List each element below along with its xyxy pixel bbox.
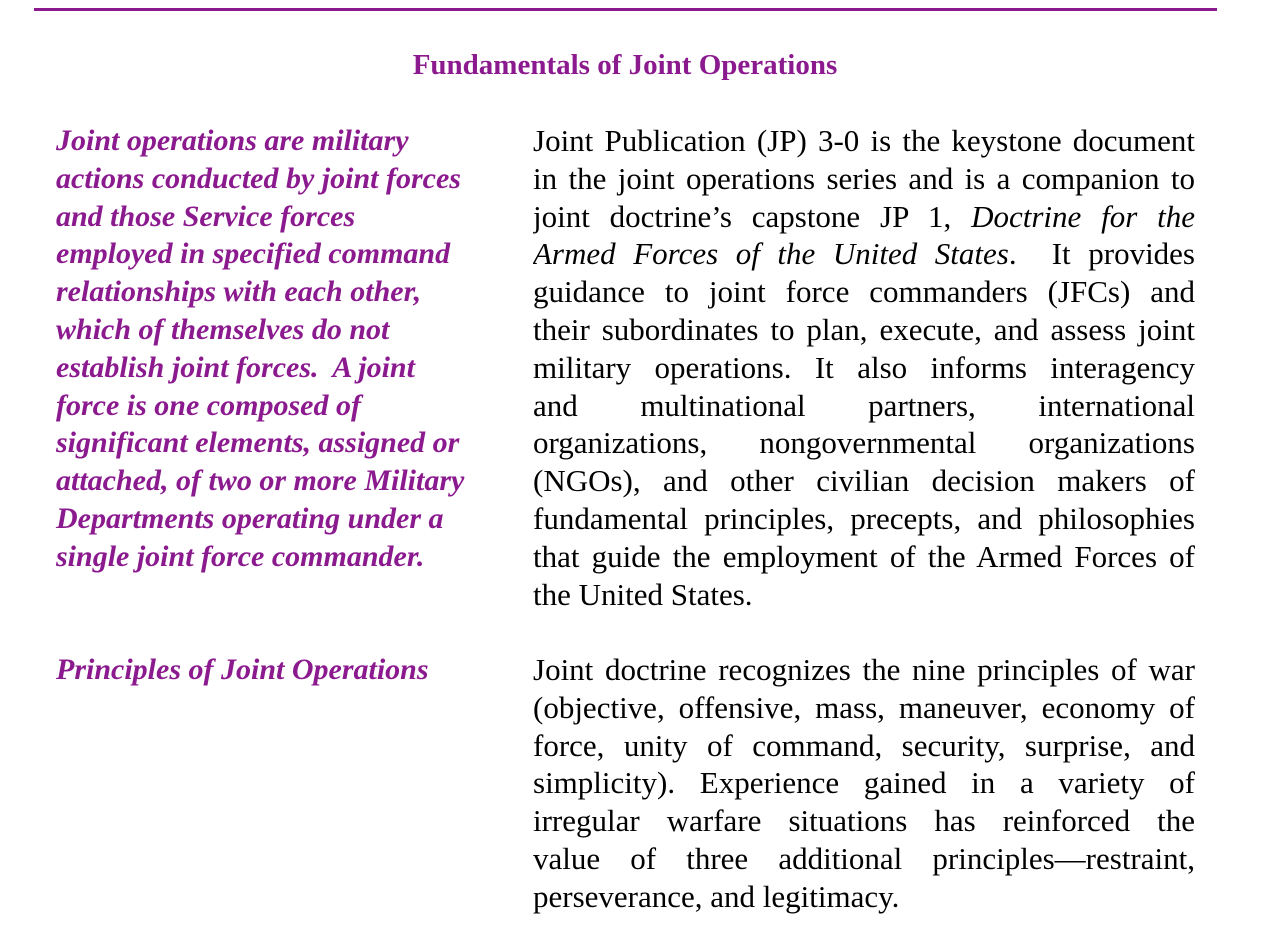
body-line: force, unity of command, security, surprise, and — [533, 727, 1195, 763]
body-line: (NGOs), and other civilian decision makers of — [533, 463, 1195, 499]
publication-title: Armed Forces of the United States — [533, 236, 1009, 272]
body-line: in the joint operations series and is a companion to — [533, 160, 1195, 196]
body-line: fundamental principles, precepts, and philosophies — [533, 500, 1195, 536]
sidebar-line: single joint force commander. — [56, 539, 425, 573]
body-line: that guide the employment of the Armed Forces of — [533, 538, 1195, 574]
body-line: organizations, nongovernmental organizations — [533, 425, 1195, 461]
publication-title: Doctrine for the — [971, 198, 1195, 234]
top-rule — [34, 8, 1217, 11]
body-line: their subordinates to plan, execute, and assess joint — [533, 311, 1195, 347]
body-line: and multinational partners, international — [533, 387, 1195, 423]
sidebar-line: and those Service forces — [56, 199, 356, 233]
sidebar-line: employed in specified command — [56, 237, 451, 271]
sidebar-line: force is one composed of — [56, 388, 361, 422]
body-line: guidance to joint force commanders (JFCs) and — [533, 274, 1195, 310]
body-text-run: joint doctrine’s capstone JP 1, — [533, 198, 952, 234]
body-line: (objective, offensive, mass, maneuver, economy of — [533, 689, 1195, 725]
body-line: Joint doctrine recognizes the nine principles of war — [533, 652, 1195, 687]
sidebar-summary — [56, 122, 526, 576]
body-line — [533, 198, 1195, 236]
sidebar-line: Departments operating under a — [56, 501, 444, 535]
sidebar-line: significant elements, assigned or — [56, 426, 460, 460]
body-line: irregular warfare situations has reinforced the — [533, 803, 1195, 839]
body-paragraph-jp3-0 — [533, 122, 1195, 613]
sidebar-line: Principles of Joint Operations — [56, 653, 429, 686]
body-line: simplicity). Experience gained in a variety of — [533, 765, 1195, 801]
page-title: Fundamentals of Joint Operations — [412, 49, 838, 81]
body-line: the United States. — [533, 576, 753, 612]
body-line: military operations. It also informs interagency — [533, 349, 1195, 385]
sidebar-line: Joint operations are military — [56, 124, 409, 157]
sidebar-line: relationships with each other, — [56, 275, 422, 309]
body-paragraph-principles — [533, 651, 1195, 916]
body-line: Joint Publication (JP) 3-0 is the keystone document — [533, 123, 1195, 158]
sidebar-line: establish joint forces. A joint — [56, 350, 415, 384]
sidebar-line: actions conducted by joint forces — [56, 161, 461, 195]
body-line: perseverance, and legitimacy. — [533, 878, 900, 914]
body-text-run: . It provides — [1008, 236, 1195, 272]
body-line — [533, 235, 1195, 273]
body-line: value of three additional principles—restraint, — [533, 840, 1195, 876]
sidebar-line: attached, of two or more Military — [56, 464, 465, 498]
sidebar-line: which of themselves do not — [56, 312, 390, 346]
sidebar-principles-heading — [56, 651, 526, 689]
